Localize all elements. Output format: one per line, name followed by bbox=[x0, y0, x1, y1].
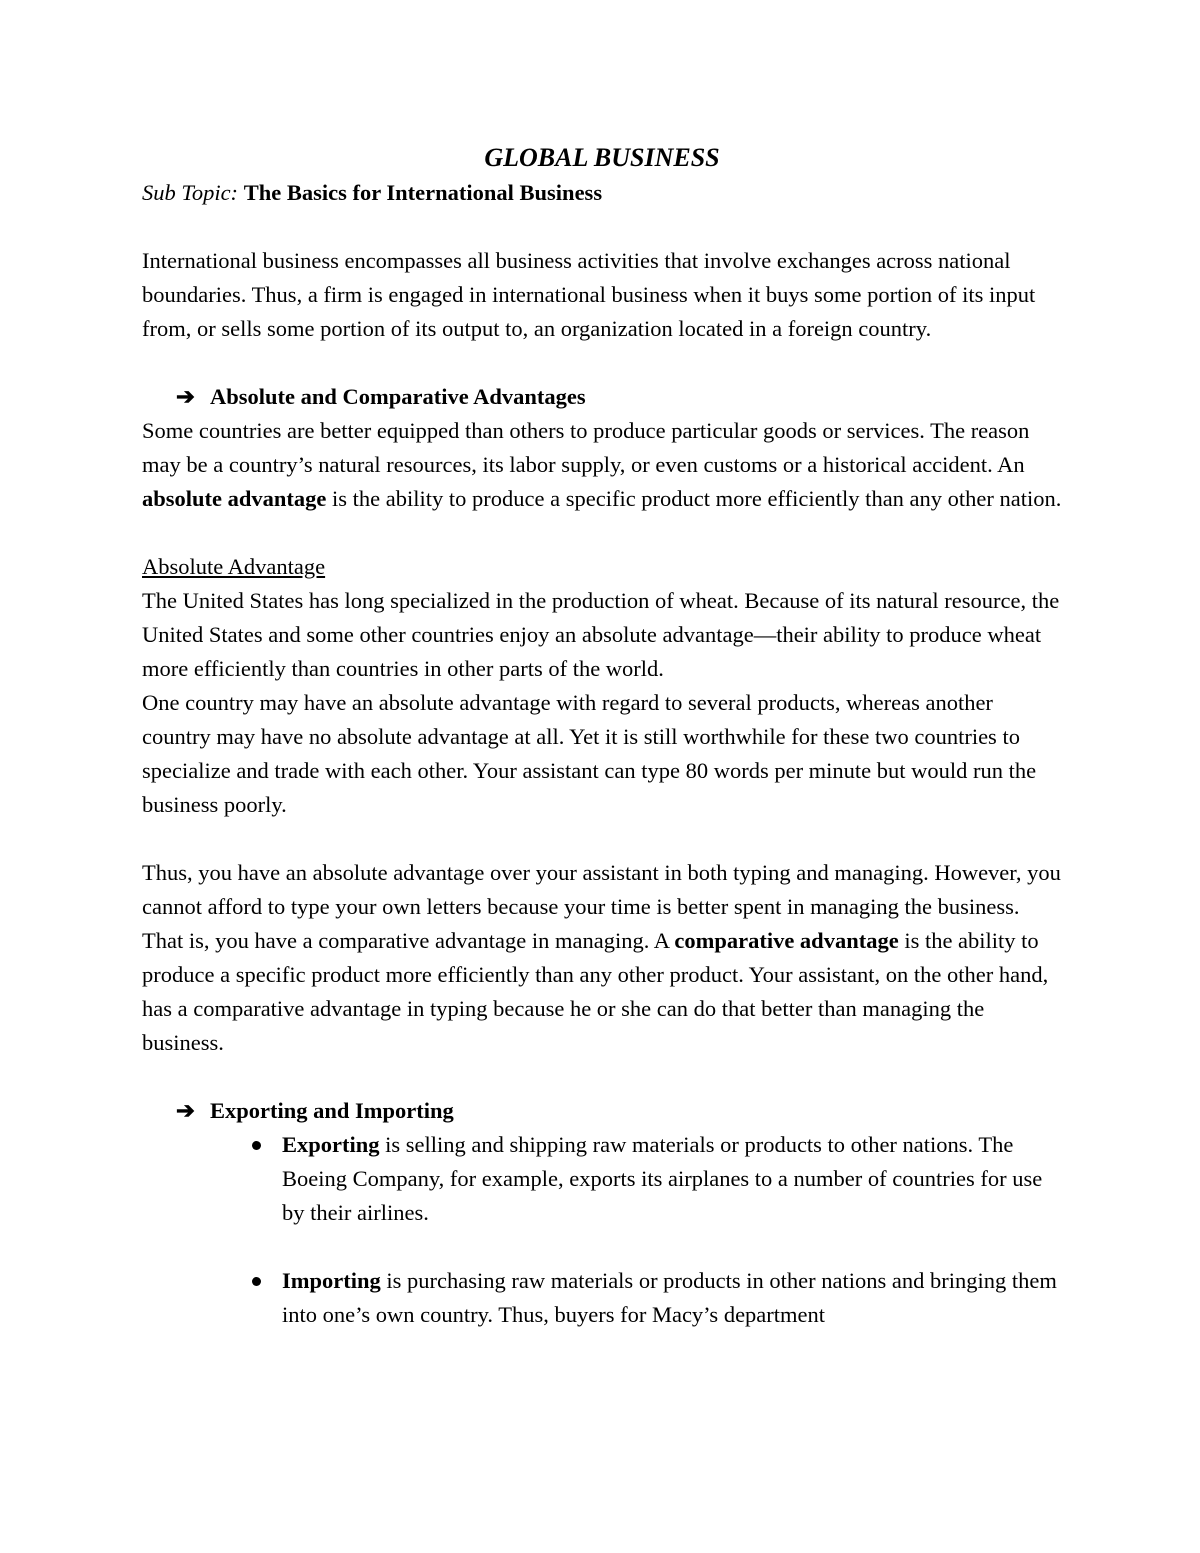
section-heading-text: Absolute and Comparative Advantages bbox=[210, 384, 586, 409]
absolute-paragraph-3 bbox=[142, 856, 1062, 1060]
subtopic-label: Sub Topic: bbox=[142, 180, 239, 205]
advantages-paragraph bbox=[142, 414, 1062, 516]
arrow-right-icon: ➔ bbox=[176, 1098, 195, 1123]
text-run: is purchasing raw materials or products in other nations and bringing them into one’s own country. Thus, buyers for Macy’s department bbox=[282, 1268, 1057, 1327]
subheading-absolute-advantage: Absolute Advantage bbox=[142, 554, 326, 579]
text-run: is the ability to produce a specific product more efficiently than any other nation. bbox=[326, 486, 1062, 511]
bold-term: absolute advantage bbox=[142, 486, 327, 511]
document-title: GLOBAL BUSINESS bbox=[484, 143, 720, 172]
section-heading-trade bbox=[142, 1094, 1062, 1128]
document-page bbox=[142, 140, 1062, 1332]
spacer bbox=[142, 1060, 1062, 1094]
list-item-exporting bbox=[142, 1128, 1062, 1230]
absolute-paragraph-2: One country may have an absolute advantage with regard to several products, whereas another country may have no absolute advantage at all. Yet it is still worthwhile for these two countries to specialize and trade with each other. Your assistant can type 80 words per minute but would run the business poorly. bbox=[142, 690, 1037, 817]
intro-paragraph: International business encompasses all business activities that involve exchanges across national boundaries. Thus, a firm is engaged in international business when it buys some portion of its input from, or sells some portion of its output to, an organization located in a foreign country. bbox=[142, 248, 1036, 341]
spacer bbox=[142, 346, 1062, 380]
text-run: Some countries are better equipped than others to produce particular goods or services. The reason may be a country’s natural resources, its labor supply, or even customs or a historical accident. An bbox=[142, 418, 1030, 477]
spacer bbox=[142, 822, 1062, 856]
section-heading-text: Exporting and Importing bbox=[210, 1098, 454, 1123]
bullet-icon bbox=[252, 1277, 261, 1286]
bullet-icon bbox=[252, 1141, 261, 1150]
absolute-paragraph-1: The United States has long specialized in the production of wheat. Because of its natural resource, the United States and some other countries enjoy an absolute advantage—their ability to produce wheat more efficiently than countries in other parts of the world. bbox=[142, 588, 1060, 681]
bold-term: comparative advantage bbox=[674, 928, 899, 953]
subtopic-line bbox=[142, 176, 1062, 210]
spacer bbox=[142, 210, 1062, 244]
subtopic-value: The Basics for International Business bbox=[243, 180, 603, 205]
text-run: is the ability to produce a specific product more efficiently than any other product. Your assistant, on the other hand, has a comparative advantage in typing because he or she can do that better than managing the business. bbox=[142, 928, 1049, 1055]
spacer bbox=[142, 1230, 1062, 1264]
bold-term: Importing bbox=[282, 1268, 381, 1293]
spacer bbox=[142, 516, 1062, 550]
arrow-right-icon: ➔ bbox=[176, 384, 195, 409]
bold-term: Exporting bbox=[282, 1132, 380, 1157]
text-run: Thus, you have an absolute advantage over your assistant in both typing and managing. However, you cannot afford to type your own letters because your time is better spent in managing the business. That is, you have a comparative advantage in managing. A bbox=[142, 860, 1061, 953]
section-heading-advantages bbox=[142, 380, 1062, 414]
text-run: is selling and shipping raw materials or products to other nations. The Boeing Company, for example, exports its airplanes to a number of countries for use by their airlines. bbox=[282, 1132, 1043, 1225]
list-item-importing bbox=[142, 1264, 1062, 1332]
